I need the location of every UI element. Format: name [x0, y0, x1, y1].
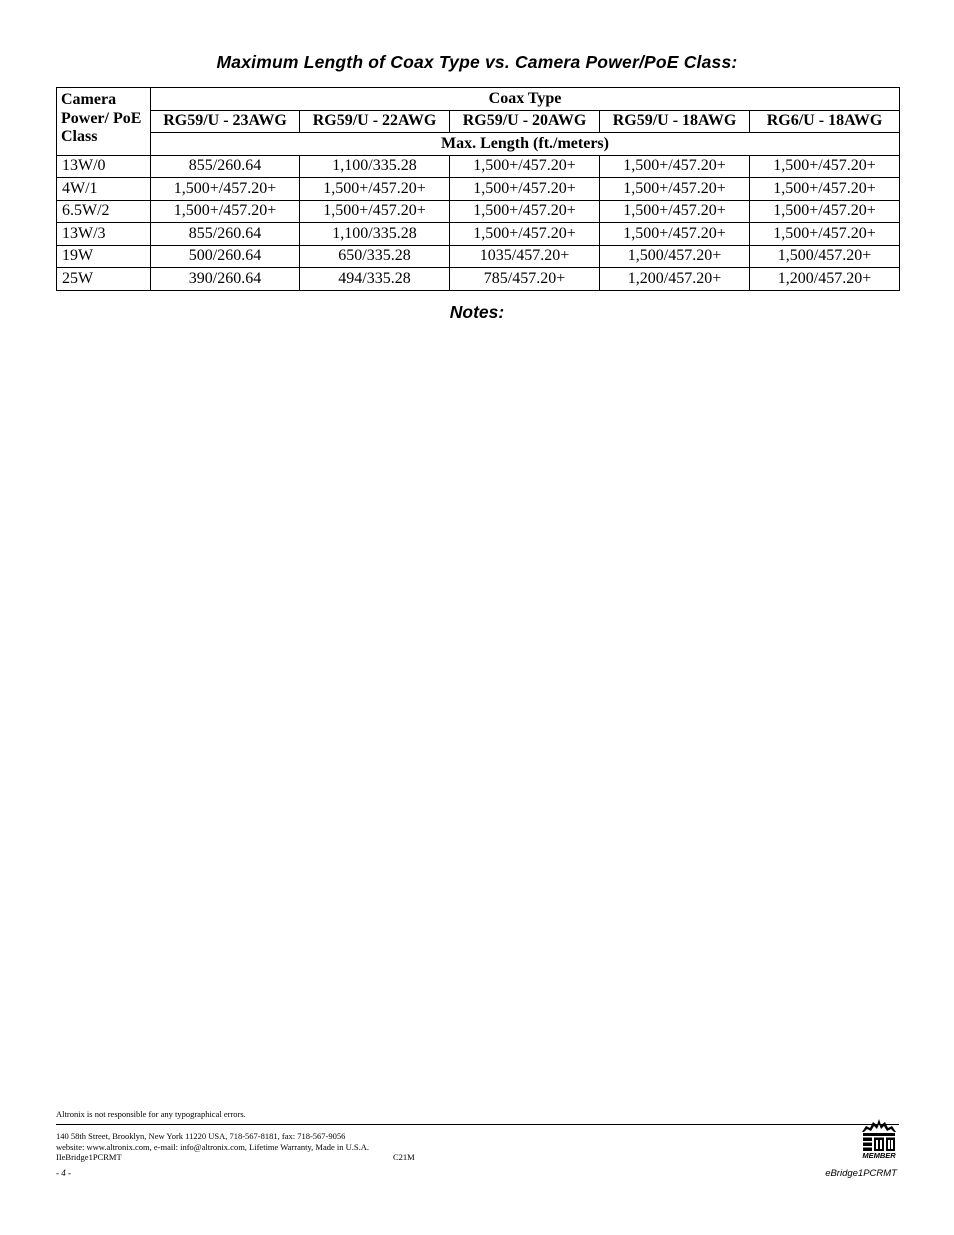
table-cell: 1,500+/457.20+ [450, 178, 600, 201]
table-cell: 1,500+/457.20+ [450, 200, 600, 223]
column-header: RG59/U - 23AWG [151, 110, 300, 133]
table-body [57, 155, 900, 290]
column-header: RG6/U - 18AWG [750, 110, 900, 133]
coax-length-table [56, 87, 900, 291]
footer-contact [56, 1131, 369, 1163]
table-cell: 1,100/335.28 [300, 155, 450, 178]
table-cell: 855/260.64 [151, 223, 300, 246]
table-cell: 1,500+/457.20+ [300, 200, 450, 223]
table-cell: 1,500+/457.20+ [750, 178, 900, 201]
table-cell: 1,500+/457.20+ [600, 200, 750, 223]
row-label: 13W/3 [57, 223, 151, 246]
column-header: RG59/U - 18AWG [600, 110, 750, 133]
table-cell: 1,500+/457.20+ [151, 178, 300, 201]
column-header: RG59/U - 20AWG [450, 110, 600, 133]
page-title: Maximum Length of Coax Type vs. Camera Power/PoE Class: [216, 52, 738, 72]
footer-file-id: IIeBridge1PCRMT [56, 1152, 122, 1162]
row-label: 6.5W/2 [57, 200, 151, 223]
table-cell: 1,200/457.20+ [750, 268, 900, 291]
table-cell: 1,500+/457.20+ [300, 178, 450, 201]
footer-code: C21M [393, 1152, 415, 1162]
document-id: eBridge1PCRMT [825, 1168, 897, 1179]
table-cell: 494/335.28 [300, 268, 450, 291]
table-cell: 1,500+/457.20+ [450, 223, 600, 246]
row-label: 4W/1 [57, 178, 151, 201]
table-row [57, 245, 900, 268]
coax-type-header: Coax Type [151, 88, 900, 111]
row-label: 13W/0 [57, 155, 151, 178]
table-cell: 1,500+/457.20+ [750, 155, 900, 178]
table-cell: 650/335.28 [300, 245, 450, 268]
table-row [57, 155, 900, 178]
table-cell: 1,500+/457.20+ [151, 200, 300, 223]
table-cell: 1,500/457.20+ [750, 245, 900, 268]
page-number: - 4 - [56, 1168, 71, 1178]
table-cell: 1,500+/457.20+ [600, 155, 750, 178]
table-cell: 1,100/335.28 [300, 223, 450, 246]
footer-address: 140 58th Street, Brooklyn, New York 11220 USA, 718-567-8181, fax: 718-567-9056 [56, 1131, 346, 1141]
table-cell: 1035/457.20+ [450, 245, 600, 268]
row-label: 25W [57, 268, 151, 291]
table-cell: 1,500+/457.20+ [600, 223, 750, 246]
table-cell: 1,500+/457.20+ [450, 155, 600, 178]
table-cell: 390/260.64 [151, 268, 300, 291]
table-cell: 1,500+/457.20+ [750, 223, 900, 246]
table-row [57, 268, 900, 291]
column-header-row [57, 110, 900, 133]
table-cell: 855/260.64 [151, 155, 300, 178]
table-cell: 1,500/457.20+ [600, 245, 750, 268]
table-row [57, 223, 900, 246]
table-row [57, 200, 900, 223]
disclaimer-text: Altronix is not responsible for any typographical errors. [56, 1109, 246, 1119]
max-length-header: Max. Length (ft./meters) [151, 133, 900, 156]
footer-divider [56, 1124, 899, 1125]
table-cell: 500/260.64 [151, 245, 300, 268]
footer-website: website: www.altronix.com, e-mail: info@altronix.com, Lifetime Warranty, Made in U.S.A. [56, 1141, 369, 1152]
member-label: MEMBER [862, 1151, 896, 1160]
camera-power-header: Camera Power/ PoE Class [57, 88, 151, 156]
row-label: 19W [57, 245, 151, 268]
table-row [57, 178, 900, 201]
table-cell: 1,200/457.20+ [600, 268, 750, 291]
table-cell: 1,500+/457.20+ [600, 178, 750, 201]
table-cell: 785/457.20+ [450, 268, 600, 291]
column-header: RG59/U - 22AWG [300, 110, 450, 133]
notes-heading: Notes: [449, 302, 505, 322]
table-cell: 1,500+/457.20+ [750, 200, 900, 223]
